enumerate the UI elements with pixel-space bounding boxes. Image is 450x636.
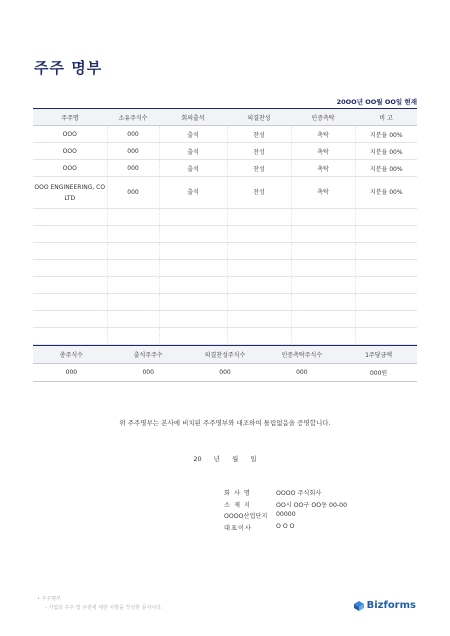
- empty-cell: [159, 209, 227, 226]
- table-cell: 출석: [159, 126, 227, 143]
- empty-cell: [159, 294, 227, 311]
- empty-cell: [33, 260, 107, 277]
- empty-cell: [291, 311, 355, 328]
- info-value: 00000: [276, 511, 296, 518]
- table-cell: 촉탁: [291, 177, 355, 209]
- column-header: 소유주식수: [107, 109, 159, 126]
- empty-cell: [291, 260, 355, 277]
- column-header: 출석주주수: [110, 346, 187, 364]
- info-row: [224, 523, 347, 535]
- empty-cell: [355, 209, 417, 226]
- empty-cell: [107, 243, 159, 260]
- table-row: [33, 126, 417, 143]
- table-cell: 000: [107, 126, 159, 143]
- empty-cell: [159, 277, 227, 294]
- empty-cell: [33, 209, 107, 226]
- table-cell: 000: [107, 177, 159, 209]
- empty-cell: [355, 311, 417, 328]
- info-row: [224, 500, 347, 512]
- brand-name: Bizforms: [366, 600, 416, 611]
- empty-cell: [33, 311, 107, 328]
- empty-cell: [355, 243, 417, 260]
- empty-cell: [291, 294, 355, 311]
- info-row: [224, 488, 347, 500]
- empty-cell: [107, 226, 159, 243]
- empty-cell: [33, 277, 107, 294]
- empty-cell: [291, 243, 355, 260]
- empty-cell: [227, 328, 291, 345]
- footer-title: • 주주명부: [37, 596, 61, 602]
- table-cell: 찬성: [227, 126, 291, 143]
- info-label: OOOO산업단지: [224, 513, 268, 520]
- table-cell: 촉탁: [291, 143, 355, 160]
- empty-cell: [227, 277, 291, 294]
- empty-table-row: [33, 294, 417, 311]
- empty-table-row: [33, 311, 417, 328]
- brand-logo: [354, 600, 416, 611]
- footer-note: [37, 595, 163, 611]
- table-cell: 지분율 00%: [355, 126, 417, 143]
- empty-cell: [291, 328, 355, 345]
- empty-cell: [107, 311, 159, 328]
- page-title: 주주 명부: [34, 59, 103, 77]
- table-cell: 찬성: [227, 177, 291, 209]
- table-row: [33, 143, 417, 160]
- table-cell: 000원: [369, 370, 388, 377]
- info-value: OO시 OO구 OO동 00-00: [276, 501, 348, 509]
- empty-table-row: [33, 260, 417, 277]
- column-header: 총주식수: [33, 346, 110, 364]
- info-value: O O O: [276, 522, 295, 530]
- column-header: 회의출석: [159, 109, 227, 126]
- table-cell: 찬성: [227, 143, 291, 160]
- footer-description: - 기업의 주주 및 주권에 대한 사항을 작성한 문서이다.: [45, 605, 163, 611]
- column-header: 인증측탁주식수: [263, 346, 340, 364]
- empty-cell: [291, 209, 355, 226]
- summary-header-row: [33, 346, 417, 364]
- empty-cell: [159, 226, 227, 243]
- empty-cell: [355, 260, 417, 277]
- column-header: 인증측탁: [291, 109, 355, 126]
- empty-cell: [107, 260, 159, 277]
- empty-cell: [159, 328, 227, 345]
- column-header: 비 고: [355, 109, 417, 126]
- table-cell: 찬성: [227, 160, 291, 177]
- empty-cell: [107, 294, 159, 311]
- table-header-row: [33, 109, 417, 126]
- table-cell: 촉탁: [291, 126, 355, 143]
- empty-cell: [227, 260, 291, 277]
- table-cell: 출석: [159, 143, 227, 160]
- table-cell: OOO ENGINEERING, CO LTD: [33, 177, 107, 209]
- table-cell: OOO: [33, 143, 107, 160]
- empty-cell: [33, 294, 107, 311]
- table-cell: 지분율 00%: [355, 160, 417, 177]
- table-cell: 출석: [159, 177, 227, 209]
- company-info: [224, 488, 347, 534]
- column-header: 주주명: [33, 109, 107, 126]
- empty-cell: [159, 311, 227, 328]
- signature-date: 20 년 월 일: [193, 455, 257, 463]
- table-cell: 촉탁: [291, 160, 355, 177]
- empty-table-row: [33, 277, 417, 294]
- empty-cell: [107, 209, 159, 226]
- summary-table: [33, 345, 417, 382]
- table-cell: 지분율 00%: [355, 177, 417, 209]
- empty-cell: [227, 294, 291, 311]
- column-header: 의결찬성: [227, 109, 291, 126]
- table-cell: 출석: [159, 160, 227, 177]
- empty-cell: [227, 226, 291, 243]
- empty-cell: [227, 209, 291, 226]
- table-row: [33, 177, 417, 209]
- certification-statement: 위 주주명부는 본사에 비치된 주주명부와 대조하여 틀림없음을 증명합니다.: [119, 419, 331, 427]
- empty-cell: [355, 294, 417, 311]
- table-cell: OOO: [33, 126, 107, 143]
- info-label: 대표이사: [224, 524, 252, 532]
- empty-table-row: [33, 209, 417, 226]
- summary-row: [33, 364, 417, 382]
- table-cell: 000: [296, 369, 308, 376]
- info-label: 회 사 명: [224, 490, 251, 497]
- as-of-date: 20OO년 OO월 OO일 현재: [336, 98, 417, 106]
- empty-cell: [227, 311, 291, 328]
- column-header: 의결찬성주식수: [187, 346, 264, 364]
- empty-cell: [227, 243, 291, 260]
- table-cell: 000: [107, 160, 159, 177]
- column-header: 1주당금액: [340, 346, 417, 364]
- empty-cell: [355, 226, 417, 243]
- empty-cell: [107, 328, 159, 345]
- empty-cell: [291, 226, 355, 243]
- empty-cell: [107, 277, 159, 294]
- bizforms-logo-icon: [354, 601, 364, 611]
- info-value: OOOO 주식회사: [276, 490, 322, 497]
- empty-cell: [355, 328, 417, 345]
- info-label: 소 재 지: [224, 501, 251, 509]
- table-row: [33, 160, 417, 177]
- empty-cell: [355, 277, 417, 294]
- empty-table-row: [33, 226, 417, 243]
- table-cell: 000: [65, 369, 78, 376]
- table-cell: OOO: [33, 160, 107, 177]
- table-cell: 000: [142, 369, 154, 376]
- table-cell: 지분율 00%: [355, 143, 417, 160]
- empty-cell: [291, 277, 355, 294]
- empty-cell: [33, 226, 107, 243]
- shareholder-table: [33, 108, 417, 362]
- empty-cell: [33, 328, 107, 345]
- empty-table-row: [33, 243, 417, 260]
- empty-cell: [33, 243, 107, 260]
- table-cell: 000: [107, 143, 159, 160]
- empty-table-row: [33, 328, 417, 345]
- info-row: [224, 511, 347, 523]
- empty-cell: [159, 243, 227, 260]
- table-cell: 000: [219, 369, 231, 376]
- empty-cell: [159, 260, 227, 277]
